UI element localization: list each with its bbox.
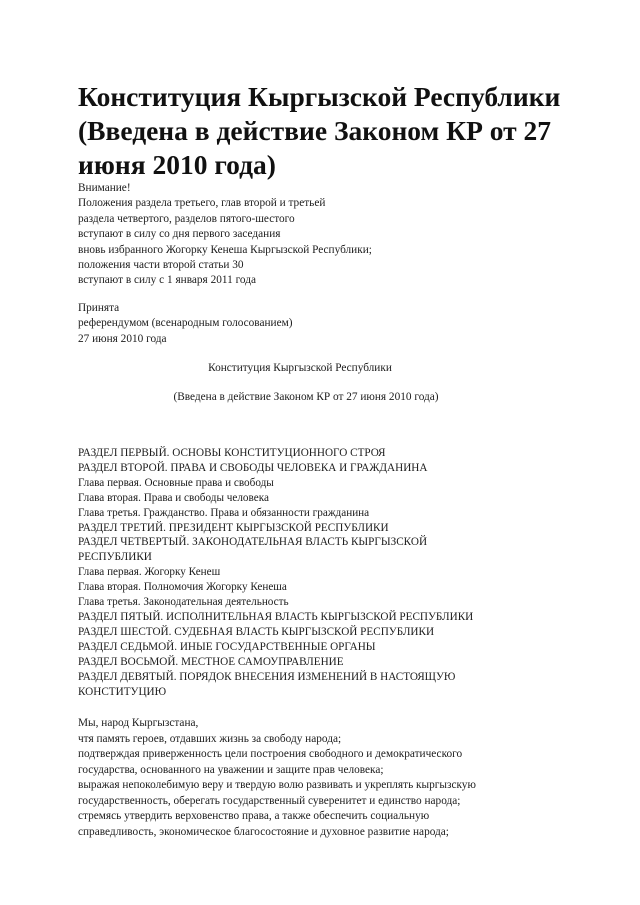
preamble-line: государственность, оберегать государственный суверенитет и единство народа; [78, 794, 461, 807]
warning-line: раздела четвертого, разделов пятого-шестого [78, 212, 295, 225]
warning-line: вступают в силу с 1 января 2011 года [78, 274, 257, 287]
title-line: (Введена в действие Законом КР от 27 [78, 115, 552, 146]
centered-subtitle: (Введена в действие Законом КР от 27 июня 2010 года) [173, 391, 439, 403]
warning-line: Положения раздела третьего, глав второй и третьей [78, 197, 326, 210]
toc-section: РАЗДЕЛ ПЯТЫЙ. ИСПОЛНИТЕЛЬНАЯ ВЛАСТЬ КЫРГЫЗСКОЙ РЕСПУБЛИКИ [78, 610, 474, 623]
centered-title: Конституция Кыргызской Республики [208, 362, 392, 374]
preamble-line: Мы, народ Кыргызстана, [78, 717, 199, 729]
title-line: Конституция Кыргызской Республики [78, 81, 561, 112]
preamble-line: выражая непоколебимую веру и твердую волю развивать и укреплять кыргызскую [78, 779, 476, 791]
title-line: июня 2010 года) [78, 149, 276, 180]
toc-section: РЕСПУБЛИКИ [78, 551, 152, 564]
toc-section: РАЗДЕЛ ТРЕТИЙ. ПРЕЗИДЕНТ КЫРГЫЗСКОЙ РЕСПУБЛИКИ [78, 521, 389, 534]
preamble-line: стремясь утвердить верховенство права, а также обеспечить социальную [78, 810, 430, 822]
warning-notice [78, 181, 372, 289]
preamble-line: подтверждая приверженность цели построения свободного и демократического [78, 748, 463, 760]
toc-section: РАЗДЕЛ ВТОРОЙ. ПРАВА И СВОБОДЫ ЧЕЛОВЕКА И ГРАЖДАНИНА [78, 461, 428, 474]
adopted-line: Принята [78, 302, 120, 314]
adopted-line: 27 июня 2010 года [78, 332, 167, 345]
warning-line: положения части второй статьи 30 [78, 259, 244, 272]
toc-section: РАЗДЕЛ ЧЕТВЕРТЫЙ. ЗАКОНОДАТЕЛЬНАЯ ВЛАСТЬ КЫРГЫЗСКОЙ [78, 536, 428, 549]
preamble-line: справедливость, экономическое благосостояние и духовное развитие народа; [78, 825, 449, 838]
warning-line: вступают в силу со дня первого заседания [78, 228, 281, 241]
toc-section: РАЗДЕЛ ДЕВЯТЫЙ. ПОРЯДОК ВНЕСЕНИЯ ИЗМЕНЕНИЙ В НАСТОЯЩУЮ [78, 670, 456, 683]
toc-chapter: Глава третья. Законодательная деятельность [78, 596, 289, 609]
toc-chapter: Глава первая. Жогорку Кенеш [78, 566, 221, 579]
preamble-line: чтя память героев, отдавших жизнь за свободу народа; [78, 732, 342, 745]
toc-section: РАЗДЕЛ ШЕСТОЙ. СУДЕБНАЯ ВЛАСТЬ КЫРГЫЗСКОЙ РЕСПУБЛИКИ [78, 625, 435, 638]
adoption-note [78, 301, 293, 347]
table-of-contents [78, 446, 473, 699]
toc-section: КОНСТИТУЦИЮ [78, 685, 167, 698]
document-title [78, 80, 578, 182]
adopted-line: референдумом (всенародным голосованием) [78, 317, 293, 330]
toc-chapter: Глава вторая. Полномочия Жогорку Кенеша [78, 581, 287, 594]
toc-section: РАЗДЕЛ СЕДЬМОЙ. ИНЫЕ ГОСУДАРСТВЕННЫЕ ОРГАНЫ [78, 640, 376, 653]
preamble [78, 716, 476, 840]
toc-section: РАЗДЕЛ ВОСЬМОЙ. МЕСТНОЕ САМОУПРАВЛЕНИЕ [78, 655, 344, 668]
warning-line: вновь избранного Жогорку Кенеша Кыргызской Республики; [78, 243, 372, 256]
toc-chapter: Глава третья. Гражданство. Права и обязанности гражданина [78, 506, 370, 519]
toc-chapter: Глава вторая. Права и свободы человека [78, 491, 269, 504]
toc-chapter: Глава первая. Основные права и свободы [78, 476, 274, 489]
preamble-line: государства, основанного на уважении и защите прав человека; [78, 763, 384, 776]
toc-section: РАЗДЕЛ ПЕРВЫЙ. ОСНОВЫ КОНСТИТУЦИОННОГО СТРОЯ [78, 447, 386, 459]
warning-heading: Внимание! [78, 182, 131, 194]
